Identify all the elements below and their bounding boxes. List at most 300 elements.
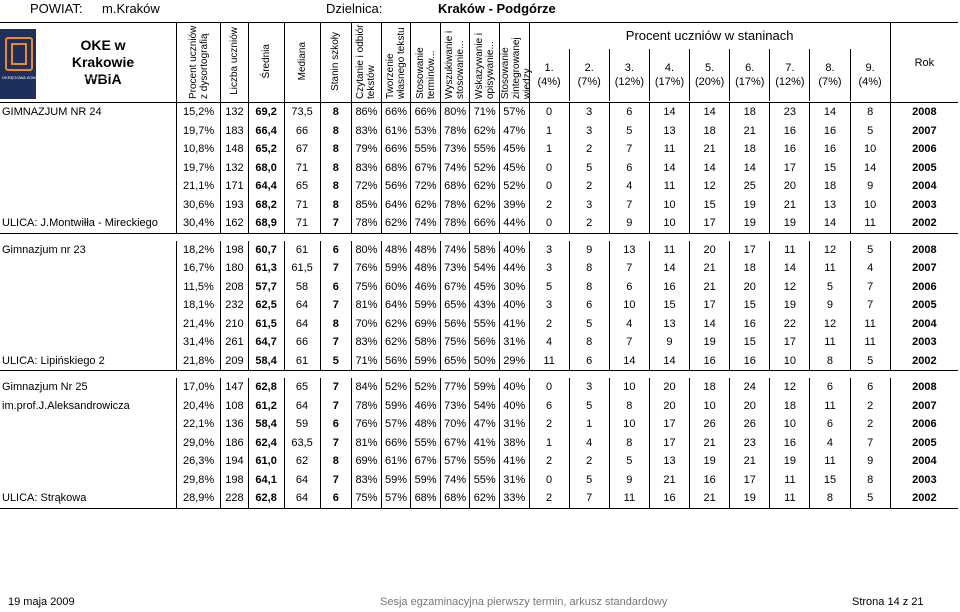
table-cell: 73% — [440, 140, 470, 159]
table-cell: 12 — [770, 278, 810, 297]
table-cell: 61 — [284, 352, 320, 371]
table-cell: 16 — [690, 352, 730, 371]
table-cell: 85% — [352, 196, 382, 215]
table-cell: 11 — [810, 333, 850, 352]
table-cell: 64 — [284, 315, 320, 334]
table-cell: 46% — [411, 278, 441, 297]
table-cell: 58,4 — [248, 415, 284, 434]
table-cell: 16,7% — [176, 259, 220, 278]
table-cell: 17 — [770, 159, 810, 178]
table-cell: 17 — [770, 333, 810, 352]
table-cell: 83% — [352, 471, 382, 490]
table-cell: 19,7% — [176, 159, 220, 178]
table-cell: 8 — [320, 452, 352, 471]
table-cell: 62% — [381, 315, 411, 334]
table-cell: 61,0 — [248, 452, 284, 471]
table-cell: 66,4 — [248, 122, 284, 141]
table-cell: 16 — [649, 489, 689, 508]
table-cell: 198 — [221, 471, 248, 490]
table-cell: 50% — [470, 352, 500, 371]
table-cell: 61% — [381, 122, 411, 141]
table-cell: 70% — [352, 315, 382, 334]
table-cell: 58% — [411, 333, 441, 352]
table-cell: 54% — [470, 259, 500, 278]
school-name-cell: im.prof.J.Aleksandrowicza — [2, 399, 130, 412]
stanin-col-3 — [609, 49, 649, 101]
table-cell: 18 — [730, 140, 770, 159]
table-cell: 68,9 — [248, 214, 284, 233]
table-cell: 74% — [440, 471, 470, 490]
table-cell: 66 — [284, 122, 320, 141]
table-cell: 8 — [320, 159, 352, 178]
table-cell: 13 — [649, 315, 689, 334]
school-name-cell: ULICA: J.Montwiłła - Mireckiego — [0, 214, 176, 233]
table-cell: 6 — [320, 241, 352, 260]
table-cell: 2004 — [890, 452, 958, 471]
table-cell: 33% — [499, 489, 529, 508]
table-cell: 21 — [730, 122, 770, 141]
table-cell: 61,2 — [248, 397, 284, 416]
table-row — [0, 259, 958, 278]
table-cell: 29,8% — [176, 471, 220, 490]
table-cell: 194 — [221, 452, 248, 471]
table-cell: 1 — [529, 434, 569, 453]
table-cell: 53% — [411, 122, 441, 141]
table-cell: 13 — [609, 241, 649, 260]
table-cell: 20 — [730, 278, 770, 297]
table-cell: 7 — [609, 196, 649, 215]
stanin-col-4 — [649, 49, 689, 101]
table-cell: 13 — [649, 122, 689, 141]
table-cell: 2008 — [890, 378, 958, 397]
header-row — [0, 23, 958, 103]
table-cell: 64,7 — [248, 333, 284, 352]
table-cell: 47% — [470, 415, 500, 434]
table-cell: 56% — [381, 352, 411, 371]
table-cell: 1 — [529, 140, 569, 159]
table-cell: 11 — [649, 241, 689, 260]
table-cell: 8 — [810, 489, 850, 508]
table-cell: 55% — [411, 140, 441, 159]
table-cell: 3 — [569, 378, 609, 397]
table-cell: 20 — [690, 241, 730, 260]
table-cell: 7 — [609, 333, 649, 352]
powiat-label: POWIAT: — [30, 1, 83, 16]
table-cell: 55% — [470, 471, 500, 490]
page-footer — [0, 596, 960, 612]
stanin-number: 9. — [865, 62, 875, 74]
staniny-title: Procent uczniów w staninach — [625, 28, 794, 43]
table-cell: 31% — [499, 471, 529, 490]
table-cell: 45% — [499, 159, 529, 178]
table-cell: 67% — [440, 278, 470, 297]
table-cell: 14 — [730, 159, 770, 178]
school-name-cell: ULICA: Strąkowa — [0, 489, 176, 508]
table-cell: 4 — [569, 434, 609, 453]
table-cell: 67% — [411, 452, 441, 471]
powiat-value: m.Kraków — [102, 1, 160, 16]
table-cell: 69,2 — [248, 103, 284, 122]
table-cell: 6 — [569, 352, 609, 371]
table-cell: 208 — [221, 278, 248, 297]
table-cell: 10 — [649, 214, 689, 233]
table-cell: 56% — [381, 177, 411, 196]
table-cell: 66% — [411, 103, 441, 122]
table-cell: 232 — [221, 296, 248, 315]
table-cell: 61,3 — [248, 259, 284, 278]
table-cell: 17 — [649, 415, 689, 434]
table-cell: 5 — [609, 452, 649, 471]
col-rok: Rok — [890, 23, 958, 103]
table-cell: 10 — [770, 352, 810, 371]
table-cell: 7 — [320, 434, 352, 453]
table-cell: 68% — [440, 177, 470, 196]
table-cell: 2 — [529, 196, 569, 215]
table-cell: 15 — [649, 296, 689, 315]
table-cell: 78% — [352, 214, 382, 233]
table-cell: 58,4 — [248, 352, 284, 371]
table-cell: 14 — [609, 352, 649, 371]
stanin-col-9 — [850, 49, 890, 101]
table-cell: 2004 — [890, 177, 958, 196]
footer-session: Sesja egzaminacyjna pierwszy termin, arkusz standardowy — [380, 596, 668, 608]
table-cell: 65% — [440, 352, 470, 371]
table-cell: 198 — [221, 241, 248, 260]
table-cell: 7 — [850, 278, 890, 297]
table-cell: 68,0 — [248, 159, 284, 178]
table-cell: 11 — [810, 397, 850, 416]
footer-date: 19 maja 2009 — [8, 596, 75, 608]
table-cell: 52% — [411, 378, 441, 397]
table-cell: 21,8% — [176, 352, 220, 371]
table-cell: 62% — [470, 122, 500, 141]
table-cell: 40% — [499, 241, 529, 260]
table-cell: 9 — [569, 241, 609, 260]
table-cell: 7 — [320, 397, 352, 416]
school-name-cell — [0, 471, 176, 490]
table-cell: 12 — [810, 241, 850, 260]
table-body — [0, 103, 958, 509]
table-cell: 41% — [470, 434, 500, 453]
table-cell: 2 — [569, 140, 609, 159]
table-cell: 7 — [609, 140, 649, 159]
table-cell: 75% — [352, 489, 382, 508]
table-cell: 72% — [411, 177, 441, 196]
table-cell: 3 — [569, 196, 609, 215]
table-row — [0, 434, 958, 453]
table-cell: 3 — [569, 103, 609, 122]
table-cell: 57% — [381, 415, 411, 434]
table-cell: 7 — [320, 378, 352, 397]
table-row — [0, 140, 958, 159]
table-row — [0, 397, 958, 416]
stanin-col-8 — [809, 49, 849, 101]
table-cell: 2005 — [890, 159, 958, 178]
table-row — [0, 296, 958, 315]
table-cell: 61% — [381, 452, 411, 471]
table-cell: 6 — [609, 278, 649, 297]
table-cell: 11 — [770, 489, 810, 508]
table-cell: 6 — [609, 159, 649, 178]
table-cell: 55% — [470, 452, 500, 471]
table-cell: 7 — [609, 259, 649, 278]
table-cell: 8 — [569, 333, 609, 352]
table-cell: 10 — [690, 397, 730, 416]
table-cell: 62% — [470, 489, 500, 508]
table-cell: 21 — [690, 278, 730, 297]
table-cell: 14 — [649, 159, 689, 178]
table-cell: 5 — [609, 122, 649, 141]
table-cell: 75% — [440, 333, 470, 352]
table-row — [0, 471, 958, 490]
table-cell: 2 — [529, 415, 569, 434]
table-cell: 31% — [499, 415, 529, 434]
table-cell: 162 — [221, 214, 248, 233]
table-cell: 10 — [609, 415, 649, 434]
table-cell: 64% — [381, 296, 411, 315]
stanin-number: 5. — [705, 62, 715, 74]
table-cell: 0 — [529, 378, 569, 397]
stanin-number: 4. — [664, 62, 675, 74]
table-cell: 6 — [810, 415, 850, 434]
table-cell: 60% — [381, 278, 411, 297]
stanin-expected-percent: (17%) — [735, 76, 765, 88]
school-name-cell: Gimnazjum nr 23 — [2, 243, 86, 256]
table-cell: 59% — [470, 378, 500, 397]
table-cell: 2002 — [890, 352, 958, 371]
stanin-labels — [530, 49, 890, 101]
table-cell: 2003 — [890, 471, 958, 490]
table-cell: 48% — [411, 241, 441, 260]
table-cell: 0 — [529, 214, 569, 233]
col-skill-2: Tworzenie własnego tekstu — [381, 23, 411, 103]
table-cell: 68% — [440, 489, 470, 508]
table-cell: 7 — [850, 434, 890, 453]
stanin-number: 6. — [745, 62, 755, 74]
table-cell: 19 — [730, 489, 770, 508]
table-cell: 3 — [529, 296, 569, 315]
table-cell: 10,8% — [176, 140, 220, 159]
table-cell: 132 — [221, 103, 248, 122]
table-cell: 18 — [690, 122, 730, 141]
table-cell: 59% — [411, 296, 441, 315]
table-cell: 15 — [730, 296, 770, 315]
table-cell: 2004 — [890, 315, 958, 334]
table-cell: 23 — [730, 434, 770, 453]
table-cell: 2007 — [890, 259, 958, 278]
table-cell: 48% — [381, 241, 411, 260]
table-cell: 73% — [440, 259, 470, 278]
table-cell: 21 — [730, 452, 770, 471]
table-cell: 67% — [411, 159, 441, 178]
table-cell: 15 — [690, 196, 730, 215]
table-cell: 11 — [810, 452, 850, 471]
table-cell: 261 — [221, 333, 248, 352]
table-cell: 14 — [649, 103, 689, 122]
table-cell: 7 — [320, 333, 352, 352]
table-cell: 171 — [221, 177, 248, 196]
table-cell: 8 — [609, 397, 649, 416]
stanin-expected-percent: (7%) — [818, 76, 842, 88]
table-cell: 180 — [221, 259, 248, 278]
table-cell: 54% — [470, 397, 500, 416]
table-cell: 38% — [499, 434, 529, 453]
table-row — [0, 214, 958, 233]
table-cell: 15 — [810, 471, 850, 490]
table-cell: 22 — [770, 315, 810, 334]
table-cell: 8 — [320, 196, 352, 215]
table-cell: 2 — [569, 214, 609, 233]
table-cell: 48% — [411, 259, 441, 278]
table-cell: 20 — [649, 378, 689, 397]
table-cell: 21 — [690, 489, 730, 508]
table-cell: 41% — [499, 452, 529, 471]
stanin-number: 3. — [624, 62, 634, 74]
table-cell: 2006 — [890, 415, 958, 434]
stanin-number: 2. — [584, 62, 594, 74]
oke-title: OKE w Krakowie WBiA — [71, 37, 135, 87]
table-cell: 15,2% — [176, 103, 220, 122]
table-cell: 2 — [529, 489, 569, 508]
table-cell: 83% — [352, 333, 382, 352]
table-cell: 26 — [690, 415, 730, 434]
dzielnica-value: Kraków - Podgórze — [438, 1, 556, 16]
stanin-col-5 — [689, 49, 729, 101]
table-cell: 67% — [440, 434, 470, 453]
table-cell: 30,4% — [176, 214, 220, 233]
table-cell: 2005 — [890, 296, 958, 315]
table-cell: 59% — [381, 471, 411, 490]
col-dysortografia: Procent uczniów z dysortografią — [176, 23, 220, 103]
table-cell: 78% — [352, 397, 382, 416]
table-cell: 6 — [850, 378, 890, 397]
table-cell: 3 — [569, 122, 609, 141]
table-cell: 186 — [221, 434, 248, 453]
table-cell: 5 — [850, 352, 890, 371]
table-cell: 12 — [810, 315, 850, 334]
table-cell: 11 — [649, 177, 689, 196]
table-cell: 62% — [411, 196, 441, 215]
table-cell: 2002 — [890, 214, 958, 233]
table-cell: 2 — [529, 452, 569, 471]
table-cell: 11,5% — [176, 278, 220, 297]
table-cell: 5 — [850, 241, 890, 260]
table-cell: 64 — [284, 397, 320, 416]
table-cell: 19 — [770, 452, 810, 471]
table-cell: 59% — [381, 397, 411, 416]
table-cell: 18 — [690, 378, 730, 397]
table-cell: 69% — [411, 315, 441, 334]
table-cell: 64,1 — [248, 471, 284, 490]
table-cell: 66% — [381, 434, 411, 453]
table-cell: 8 — [320, 140, 352, 159]
col-skill-3: Stosowanie terminów... — [411, 23, 441, 103]
table-cell: 18 — [730, 103, 770, 122]
table-cell: 46% — [411, 397, 441, 416]
table-cell: 59% — [411, 471, 441, 490]
table-cell: 39% — [499, 196, 529, 215]
stanin-col-2 — [569, 49, 609, 101]
oke-header — [0, 23, 176, 103]
table-cell: 73% — [440, 397, 470, 416]
col-skill-5: Wskazywanie i opisywanie... — [470, 23, 500, 103]
table-cell: 41% — [499, 315, 529, 334]
stanin-col-1 — [530, 49, 569, 101]
table-cell: 19 — [690, 452, 730, 471]
table-cell: 16 — [730, 352, 770, 371]
table-cell: 18 — [770, 397, 810, 416]
table-cell: 8 — [850, 471, 890, 490]
school-name-cell — [0, 415, 176, 434]
table-cell: 7 — [320, 259, 352, 278]
col-liczba: Liczba uczniów — [221, 23, 248, 103]
table-cell: 19 — [730, 214, 770, 233]
table-cell: 5 — [850, 122, 890, 141]
table-cell: 228 — [221, 489, 248, 508]
table-cell: 74% — [440, 159, 470, 178]
table-cell: 78% — [440, 196, 470, 215]
table-cell: 0 — [529, 159, 569, 178]
table-cell: 8 — [850, 103, 890, 122]
table-cell: 62% — [470, 177, 500, 196]
table-cell: 10 — [850, 140, 890, 159]
table-cell: 17 — [730, 471, 770, 490]
table-cell: 5 — [850, 489, 890, 508]
school-name-cell — [0, 177, 176, 196]
table-row — [0, 452, 958, 471]
table-cell: 62,8 — [248, 489, 284, 508]
table-cell: 3 — [529, 259, 569, 278]
table-cell: 69% — [352, 452, 382, 471]
stanin-expected-percent: (4%) — [537, 76, 561, 88]
table-cell: 148 — [221, 140, 248, 159]
table-cell: 57% — [440, 452, 470, 471]
school-name-cell — [0, 296, 176, 315]
col-skill-1: Czytanie i odbiór tekstów — [352, 23, 382, 103]
school-name-cell — [0, 259, 176, 278]
table-cell: 11 — [850, 315, 890, 334]
table-cell: 61,5 — [284, 259, 320, 278]
table-cell: 6 — [320, 278, 352, 297]
table-cell: 74% — [440, 241, 470, 260]
table-cell: 70% — [440, 415, 470, 434]
table-cell: 68% — [381, 159, 411, 178]
table-cell: 29,0% — [176, 434, 220, 453]
table-row — [0, 415, 958, 434]
table-cell: 61 — [284, 241, 320, 260]
table-cell: 132 — [221, 159, 248, 178]
table-cell: 71 — [284, 159, 320, 178]
table-cell: 57,7 — [248, 278, 284, 297]
table-cell: 64 — [284, 489, 320, 508]
stanin-expected-percent: (17%) — [654, 76, 685, 88]
table-cell: 0 — [529, 177, 569, 196]
table-cell: 81% — [352, 296, 382, 315]
stanin-expected-percent: (7%) — [577, 76, 601, 88]
table-cell: 6 — [320, 415, 352, 434]
table-cell: 74% — [411, 214, 441, 233]
table-cell: 76% — [352, 415, 382, 434]
table-cell: 61,5 — [248, 315, 284, 334]
table-cell: 83% — [352, 159, 382, 178]
table-cell: 14 — [810, 214, 850, 233]
table-cell: 13 — [810, 196, 850, 215]
table-row — [0, 196, 958, 215]
table-cell: 23 — [770, 103, 810, 122]
school-name-cell — [0, 278, 176, 297]
table-cell: 12 — [770, 378, 810, 397]
stanin-number: 7. — [785, 62, 795, 74]
